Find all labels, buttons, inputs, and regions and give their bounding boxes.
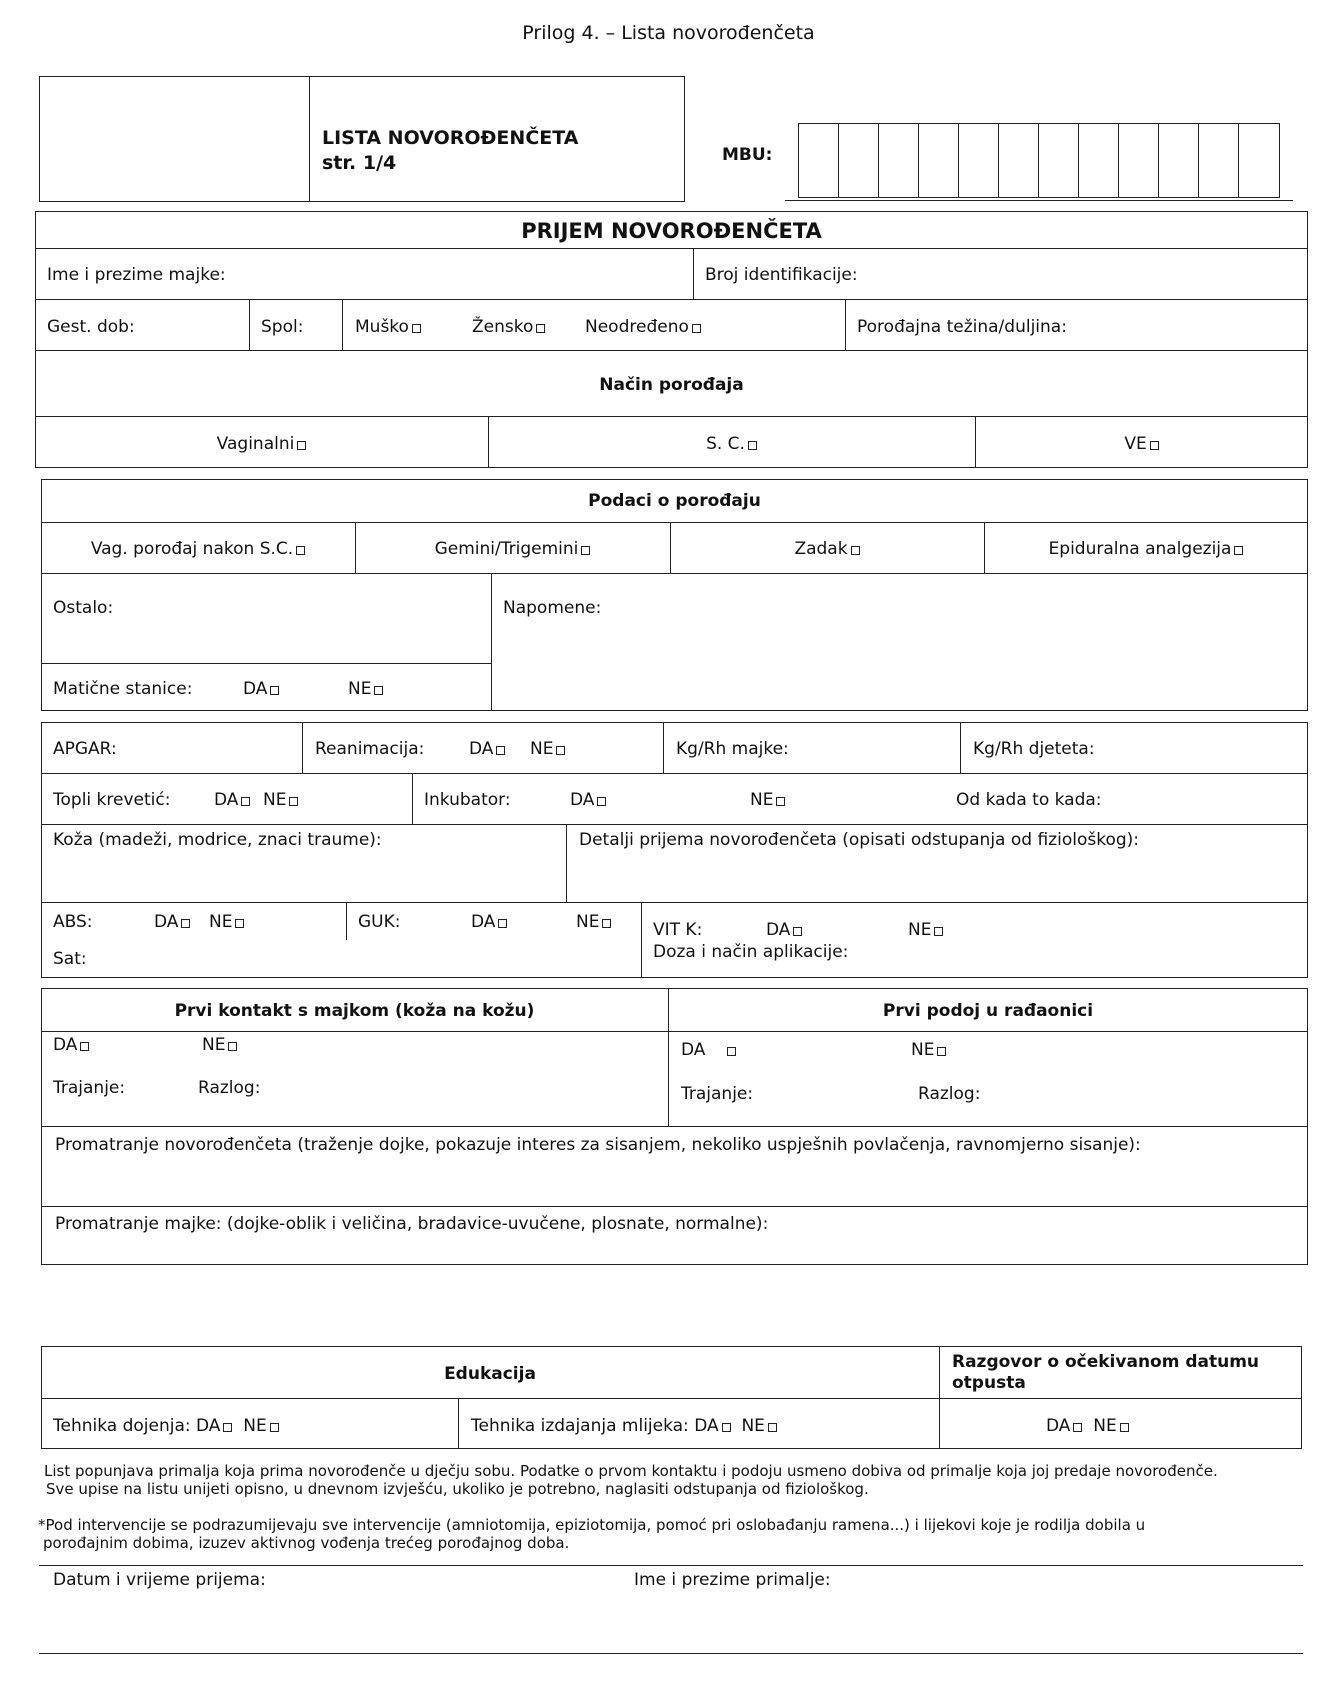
checkbox[interactable] [1150, 441, 1159, 450]
checkbox[interactable] [235, 919, 244, 928]
checkbox[interactable] [498, 919, 507, 928]
checkbox[interactable] [181, 919, 190, 928]
guk-label: GUK: [358, 912, 401, 932]
breastfeeding-technique[interactable]: Tehnika dojenja: DA NE [53, 1416, 279, 1436]
checkbox[interactable] [937, 1047, 946, 1056]
footer-bottom-rule [39, 1653, 1303, 1654]
first-feed-title: Prvi podoj u rađaonici [882, 1001, 1094, 1021]
checkbox[interactable] [851, 546, 860, 555]
note-line-4: porođajnim dobima, izuzev aktivnog vođenja trećeg porođajnog doba. [43, 1534, 570, 1552]
breech-option[interactable]: Zadak [670, 539, 984, 559]
warm-cot-yes[interactable]: DA [214, 790, 250, 810]
header-divider [309, 76, 310, 202]
sex-label: Spol: [261, 317, 304, 337]
checkbox[interactable] [692, 324, 701, 333]
skin-contact-reason[interactable]: Razlog: [198, 1078, 261, 1098]
newborn-observation-field[interactable]: Promatranje novorođenčeta (traženje dojke, pokazuje interes za sisanjem, nekoliko uspješnih povlačenja, ravnomjerno sisanje): [55, 1135, 1141, 1155]
first-feed-reason[interactable]: Razlog: [918, 1084, 981, 1104]
document-caption: Prilog 4. – Lista novorođenčeta [522, 22, 815, 44]
mbu-input[interactable] [798, 123, 1280, 198]
admission-section [35, 211, 1308, 468]
checkbox[interactable] [289, 797, 298, 806]
checkbox[interactable] [374, 686, 383, 695]
mbu-label: MBU: [722, 145, 773, 165]
checkbox[interactable] [768, 1423, 777, 1432]
warm-cot-label: Topli krevetić: [53, 790, 171, 810]
checkbox[interactable] [296, 546, 305, 555]
vitk-yes[interactable]: DA [766, 920, 802, 940]
stem-cells-yes[interactable]: DA [243, 679, 279, 699]
checkbox[interactable] [793, 927, 802, 936]
guk-no[interactable]: NE [576, 912, 611, 932]
abs-no[interactable]: NE [209, 912, 244, 932]
skin-contact-no[interactable]: NE [202, 1035, 237, 1055]
checkbox[interactable] [934, 927, 943, 936]
vitk-no[interactable]: NE [908, 920, 943, 940]
midwife-name-field[interactable]: Ime i prezime primalje: [634, 1570, 831, 1590]
sex-undetermined-option[interactable]: Neodređeno [585, 317, 701, 337]
other-field[interactable]: Ostalo: [53, 598, 114, 618]
checkbox[interactable] [270, 686, 279, 695]
checkbox[interactable] [722, 1423, 731, 1432]
checkbox[interactable] [1234, 546, 1243, 555]
checkbox[interactable] [223, 1423, 232, 1432]
apgar-field[interactable]: APGAR: [53, 739, 117, 759]
mbu-underline [785, 200, 1293, 201]
skin-contact-title: Prvi kontakt s majkom (koža na kožu) [174, 1001, 535, 1021]
admission-details-field[interactable]: Detalji prijema novorođenčeta (opisati odstupanja od fiziološkog): [579, 830, 1139, 850]
checkbox[interactable] [496, 746, 505, 755]
resuscitation-yes[interactable]: DA [469, 739, 505, 759]
first-feed-yes[interactable]: DA [681, 1040, 736, 1060]
guk-yes[interactable]: DA [471, 912, 507, 932]
note-line-2: Sve upise na listu unijeti opisno, u dnevnom izvješću, ukoliko je potrebno, naglasiti odstupanja od fiziološkog. [46, 1480, 869, 1498]
vbac-option[interactable]: Vag. porođaj nakon S.C. [41, 539, 355, 559]
vitk-label: VIT K: [653, 920, 703, 940]
twins-option[interactable]: Gemini/Trigemini [355, 539, 670, 559]
checkbox[interactable] [1073, 1423, 1082, 1432]
admission-title: PRIJEM NOVOROĐENČETA [521, 219, 822, 243]
birth-data-section [41, 479, 1308, 711]
notes-field[interactable]: Napomene: [503, 598, 602, 618]
checkbox[interactable] [297, 441, 306, 450]
abs-yes[interactable]: DA [154, 912, 190, 932]
footer-top-rule [39, 1565, 1303, 1566]
dose-field[interactable]: Doza i način aplikacije: [653, 942, 849, 962]
form-title: LISTA NOVOROĐENČETA [322, 127, 579, 149]
stem-cells-no[interactable]: NE [348, 679, 383, 699]
checkbox[interactable] [536, 324, 545, 333]
checkbox[interactable] [1120, 1423, 1129, 1432]
checkbox[interactable] [80, 1042, 89, 1051]
checkbox[interactable] [776, 797, 785, 806]
discharge-discussion[interactable]: DA NE [1046, 1416, 1129, 1436]
skin-field[interactable]: Koža (madeži, modrice, znaci traume): [53, 830, 382, 850]
checkbox[interactable] [228, 1042, 237, 1051]
mother-blood-field[interactable]: Kg/Rh majke: [676, 739, 789, 759]
child-blood-field[interactable]: Kg/Rh djeteta: [973, 739, 1095, 759]
birth-data-title: Podaci o porođaju [588, 491, 761, 511]
education-title: Edukacija [444, 1364, 536, 1384]
note-line-1: List popunjava primalja koja prima novorođenče u dječju sobu. Podatke o prvom kontaktu i podoju usmeno dobiva od primalje koja joj predaje novorođenče. [44, 1462, 1218, 1480]
delivery-ve-option[interactable]: VE [975, 434, 1308, 454]
warm-cot-no[interactable]: NE [263, 790, 298, 810]
resuscitation-label: Reanimacija: [315, 739, 425, 759]
expressing-technique[interactable]: Tehnika izdajanja mlijeka: DA NE [471, 1416, 777, 1436]
checkbox[interactable] [727, 1047, 736, 1056]
skin-contact-yes[interactable]: DA [53, 1035, 89, 1055]
birth-weight-field[interactable]: Porođajna težina/duljina: [857, 317, 1067, 337]
checkbox[interactable] [597, 797, 606, 806]
checkbox[interactable] [412, 324, 421, 333]
abs-label: ABS: [53, 912, 93, 932]
time-field[interactable]: Sat: [53, 949, 87, 969]
checkbox[interactable] [581, 546, 590, 555]
mother-observation-field[interactable]: Promatranje majke: (dojke-oblik i veličina, bradavice-uvučene, plosnate, normalne): [55, 1214, 769, 1234]
incubator-yes[interactable]: DA [570, 790, 606, 810]
checkbox[interactable] [748, 441, 757, 450]
from-to-field[interactable]: Od kada to kada: [956, 790, 1102, 810]
gest-age-field[interactable]: Gest. dob: [47, 317, 135, 337]
mother-name-field[interactable]: Ime i prezime majke: [47, 265, 226, 285]
first-feed-no[interactable]: NE [911, 1040, 946, 1060]
resuscitation-no[interactable]: NE [530, 739, 565, 759]
epidural-option[interactable]: Epiduralna analgezija [984, 539, 1308, 559]
stem-cells-label: Matične stanice: [53, 679, 193, 699]
incubator-label: Inkubator: [424, 790, 511, 810]
discharge-title: Razgovor o očekivanom datumu otpusta [952, 1352, 1260, 1393]
id-number-field[interactable]: Broj identifikacije: [705, 265, 858, 285]
skin-contact-duration[interactable]: Trajanje: [53, 1078, 126, 1098]
sex-male-option[interactable]: Muško [355, 317, 421, 337]
admission-datetime-field[interactable]: Datum i vrijeme prijema: [53, 1570, 266, 1590]
form-page: str. 1/4 [322, 152, 397, 174]
first-feed-duration[interactable]: Trajanje: [681, 1084, 754, 1104]
checkbox[interactable] [241, 797, 250, 806]
delivery-sc-option[interactable]: S. C. [488, 434, 975, 454]
checkbox[interactable] [602, 919, 611, 928]
checkbox[interactable] [556, 746, 565, 755]
checkbox[interactable] [270, 1423, 279, 1432]
delivery-mode-title: Način porođaja [599, 375, 744, 395]
note-line-3: *Pod intervencije se podrazumijevaju sve intervencije (amniotomija, epiziotomija, pomoć pri oslobađanju ramena...) i lijekovi koje je rodilja dobila u [38, 1516, 1146, 1534]
delivery-vaginal-option[interactable]: Vaginalni [35, 434, 488, 454]
sex-female-option[interactable]: Žensko [472, 317, 545, 337]
incubator-no[interactable]: NE [750, 790, 785, 810]
